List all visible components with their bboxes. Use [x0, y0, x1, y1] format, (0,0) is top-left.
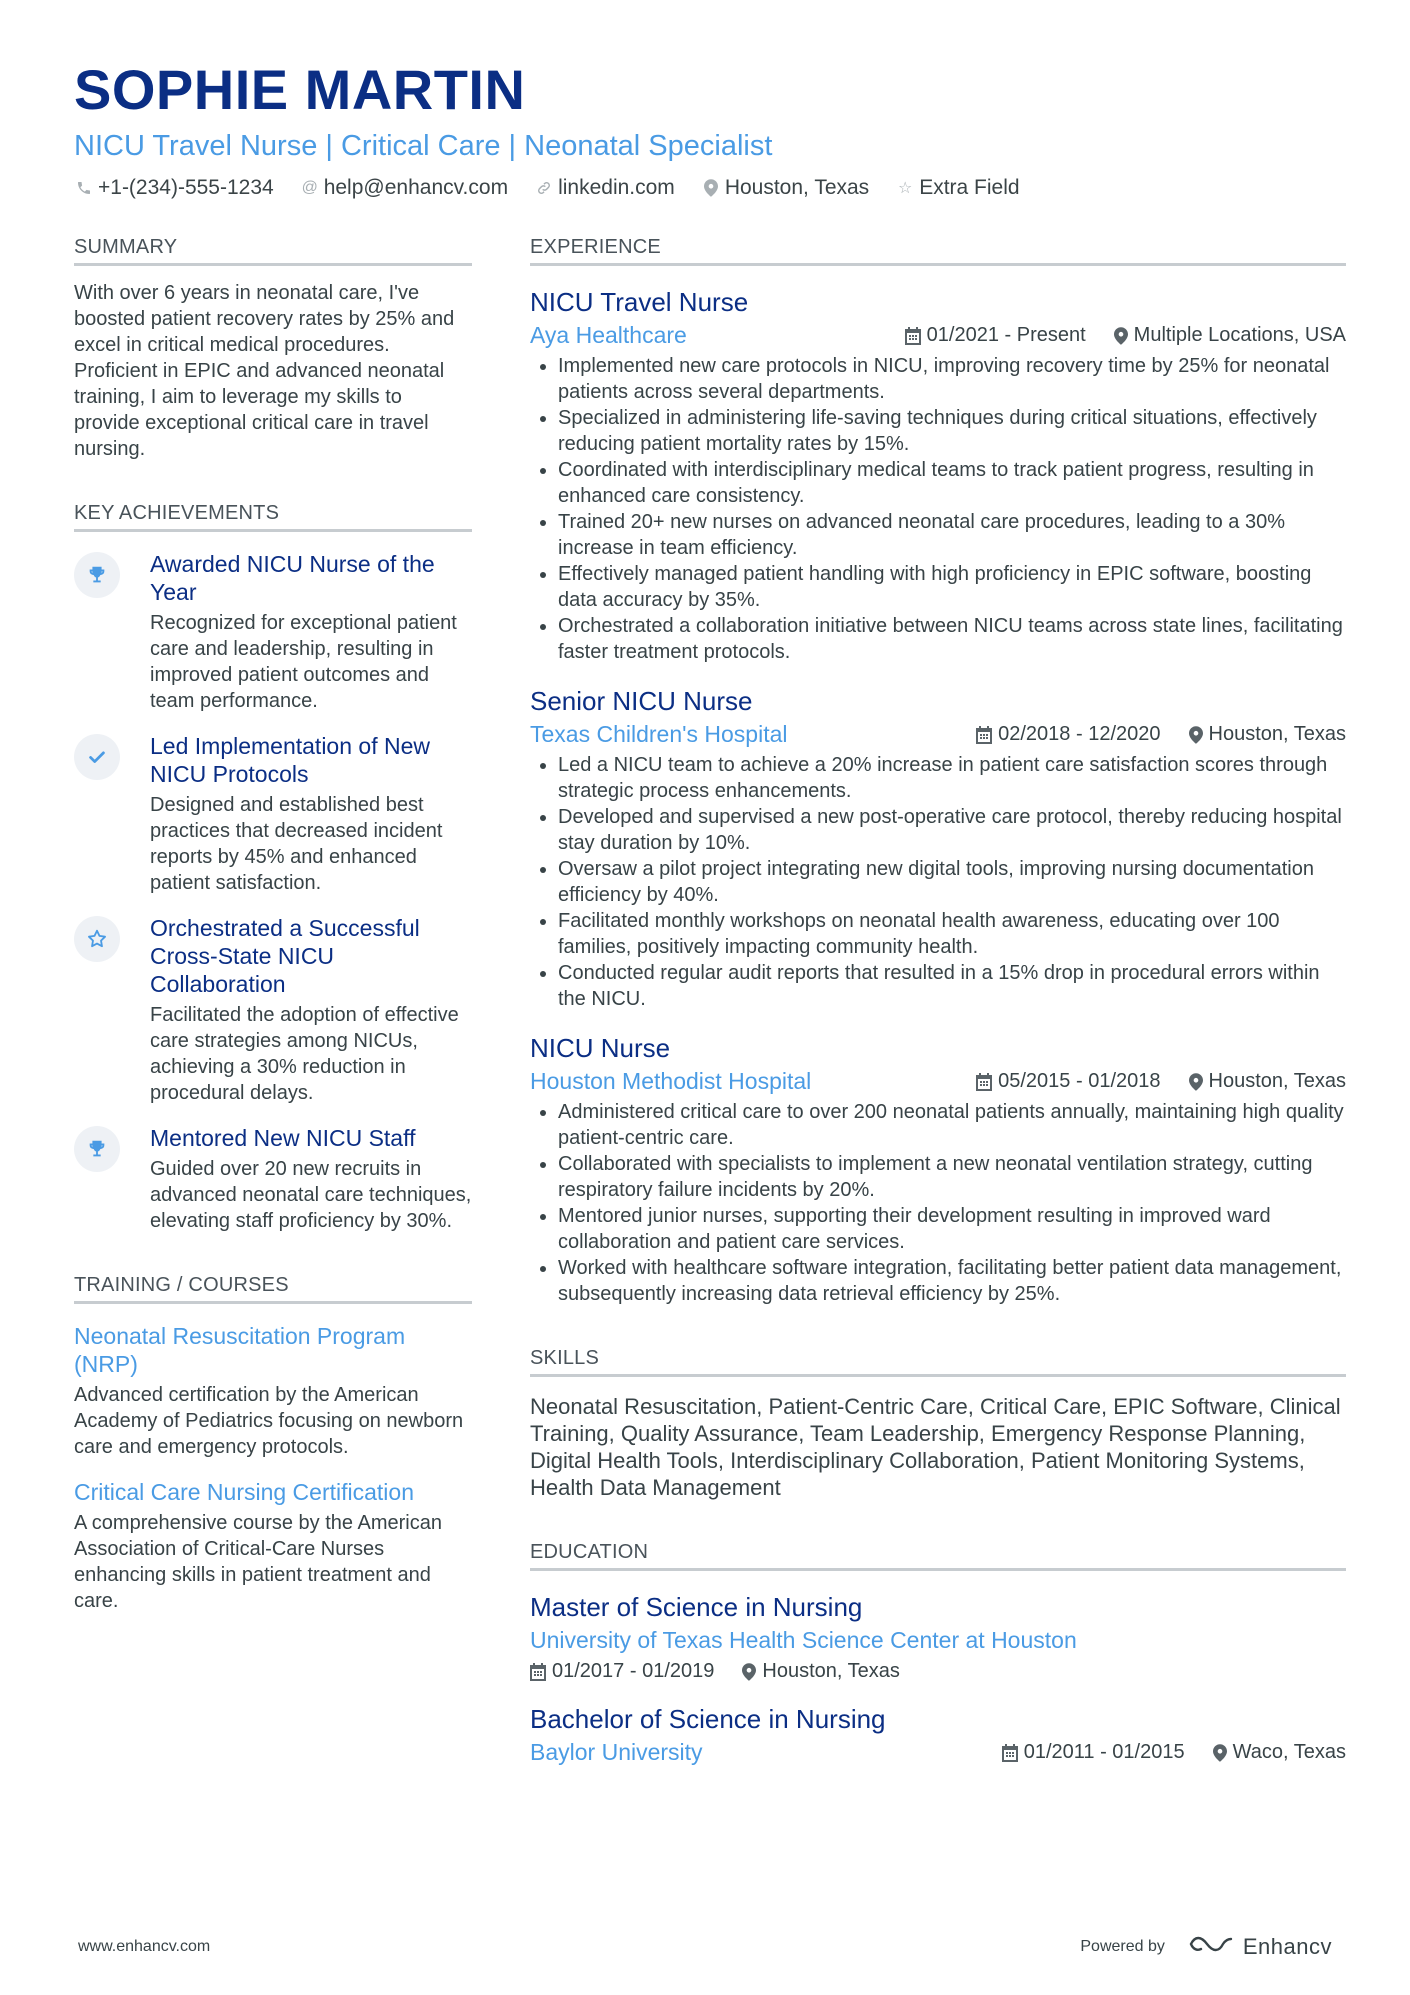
education-dates: 01/2011 - 01/2015: [1002, 1741, 1185, 1764]
job-dates: 02/2018 - 12/2020: [976, 723, 1160, 746]
course-desc: A comprehensive course by the American Association of Critical-Care Nurses enhancing skills in patient treatment and care.: [74, 1512, 442, 1612]
job-bullet: • Developed and supervised a new post-operative care protocol, thereby reducing hospital stay duration by 10%.: [558, 804, 1346, 856]
course-item: [74, 1322, 472, 1460]
experience-heading: EXPERIENCE: [530, 236, 1346, 266]
achievements-heading: KEY ACHIEVEMENTS: [74, 502, 472, 532]
job-entry: [530, 685, 1346, 1012]
resume-page: [74, 58, 1346, 1765]
course-title: Critical Care Nursing Certification: [74, 1479, 414, 1505]
job-bullet: • Trained 20+ new nurses on advanced neonatal care procedures, leading to a 30% increase in team efficiency.: [558, 509, 1346, 561]
location-icon: [1189, 726, 1203, 744]
job-entry: [530, 1032, 1346, 1307]
job-bullet: • Coordinated with interdisciplinary medical teams to track patient progress, resulting in enhanced care consistency.: [558, 457, 1346, 509]
company-name: Houston Methodist Hospital: [530, 1068, 812, 1094]
degree-title: Master of Science in Nursing: [530, 1592, 863, 1622]
location-icon: [1213, 1744, 1227, 1762]
star-icon: [74, 916, 120, 962]
education-entry: [530, 1591, 1346, 1683]
job-title: Senior NICU Nurse: [530, 686, 753, 716]
candidate-name: SOPHIE MARTIN: [74, 58, 526, 121]
company-name: Aya Healthcare: [530, 322, 687, 348]
job-location: Multiple Locations, USA: [1114, 324, 1346, 347]
powered-by: [1080, 1932, 1332, 1961]
headline: NICU Travel Nurse | Critical Care | Neonatal Specialist: [74, 130, 773, 162]
education-dates: 01/2017 - 01/2019: [530, 1660, 714, 1683]
job-title: NICU Travel Nurse: [530, 287, 749, 317]
degree-title: Bachelor of Science in Nursing: [530, 1704, 886, 1734]
achievement-title: Awarded NICU Nurse of the Year: [150, 551, 435, 605]
education-location: Houston, Texas: [742, 1660, 900, 1683]
location-icon: [701, 178, 721, 198]
job-bullets: [530, 752, 1346, 1012]
achievement-desc: Designed and established best practices that decreased incident reports by 45% and enhanced patient satisfaction.: [150, 794, 443, 894]
achievement-item: [74, 914, 472, 1106]
calendar-icon: [905, 327, 921, 345]
job-location: Houston, Texas: [1189, 1070, 1347, 1093]
location-icon: [1189, 1073, 1203, 1091]
course-title: Neonatal Resuscitation Program (NRP): [74, 1323, 406, 1377]
summary-text: With over 6 years in neonatal care, I've boosted patient recovery rates by 25% and excel in critical medical procedures. Proficient in EPIC and advanced neonatal training, I aim to leverage my skills to provide exceptional critical care in travel nursing.: [74, 282, 455, 460]
contact-email[interactable]: @ help@enhancv.com: [301, 176, 509, 199]
star-icon: ☆: [898, 180, 913, 197]
job-dates: 01/2021 - Present: [905, 324, 1086, 347]
phone-icon: [74, 178, 94, 198]
right-column: [530, 236, 1346, 1766]
footer-url[interactable]: www.enhancv.com: [78, 1937, 211, 1955]
contact-phone[interactable]: +1-(234)-555-1234: [74, 176, 274, 200]
check-icon: [74, 734, 120, 780]
achievement-item: [74, 1124, 472, 1234]
calendar-icon: [976, 726, 992, 744]
job-bullets: [530, 1099, 1346, 1307]
achievement-item: [74, 550, 472, 714]
job-bullet: • Orchestrated a collaboration initiative between NICU teams across state lines, facilitating faster treatment protocols.: [558, 613, 1346, 665]
enhancv-logo-icon: [1187, 1932, 1235, 1961]
achievement-title: Mentored New NICU Staff: [150, 1125, 416, 1151]
skills-text: Neonatal Resuscitation, Patient-Centric Care, Critical Care, EPIC Software, Clinical Training, Quality Assurance, Team Leadership, Emergency Response Planning, Digital Health Tools, Interdisciplinary Collaboration, Patient Monitoring Systems, Health Data Management: [530, 1394, 1341, 1500]
job-bullet: • Oversaw a pilot project integrating new digital tools, improving nursing documentation efficiency by 40%.: [558, 856, 1346, 908]
school-name: University of Texas Health Science Center at Houston: [530, 1627, 1077, 1653]
at-icon: @: [301, 179, 318, 196]
achievement-desc: Recognized for exceptional patient care and leadership, resulting in improved patient outcomes and team performance.: [150, 612, 457, 712]
location-icon: [1114, 327, 1128, 345]
location-icon: [742, 1663, 756, 1681]
powered-by-label: Powered by: [1080, 1937, 1165, 1955]
education-heading: EDUCATION: [530, 1541, 1346, 1571]
contact-linkedin[interactable]: linkedin.com: [534, 176, 675, 200]
calendar-icon: [976, 1073, 992, 1091]
job-bullet: • Worked with healthcare software integration, facilitating better patient data management, subsequently increasing data retrieval efficiency by 25%.: [558, 1255, 1346, 1307]
left-column: [74, 236, 472, 1614]
job-bullets: [530, 353, 1346, 665]
training-heading: TRAINING / COURSES: [74, 1274, 472, 1304]
contact-bar: [74, 176, 1346, 200]
job-bullet: • Facilitated monthly workshops on neonatal health awareness, educating over 100 families, positively impacting community health.: [558, 908, 1346, 960]
job-dates: 05/2015 - 01/2018: [976, 1070, 1160, 1093]
job-title: NICU Nurse: [530, 1033, 671, 1063]
education-location: Waco, Texas: [1213, 1741, 1346, 1764]
job-bullet: • Administered critical care to over 200 neonatal patients annually, maintaining high quality patient-centric care.: [558, 1099, 1346, 1151]
job-bullet: • Led a NICU team to achieve a 20% increase in patient care satisfaction scores through strategic process enhancements.: [558, 752, 1346, 804]
calendar-icon: [530, 1663, 546, 1681]
trophy-icon: [74, 1126, 120, 1172]
contact-extra: ☆ Extra Field: [895, 176, 1019, 200]
company-name: Texas Children's Hospital: [530, 721, 788, 747]
course-item: [74, 1478, 472, 1614]
job-bullet: • Mentored junior nurses, supporting their development resulting in improved ward collaboration and patient care services.: [558, 1203, 1346, 1255]
education-entry: [530, 1703, 1346, 1766]
job-bullet: • Collaborated with specialists to implement a new neonatal ventilation strategy, cutting respiratory failure incidents by 20%.: [558, 1151, 1346, 1203]
school-name: Baylor University: [530, 1739, 703, 1765]
job-bullet: • Implemented new care protocols in NICU, improving recovery time by 25% for neonatal patients across several departments.: [558, 353, 1346, 405]
calendar-icon: [1002, 1744, 1018, 1762]
job-bullet: • Effectively managed patient handling with high proficiency in EPIC software, boosting data accuracy by 35%.: [558, 561, 1346, 613]
job-bullet: • Specialized in administering life-saving techniques during critical situations, effectively reducing patient mortality rates by 15%.: [558, 405, 1346, 457]
achievement-title: Led Implementation of New NICU Protocols: [150, 733, 430, 787]
contact-location: Houston, Texas: [701, 176, 869, 200]
job-location: Houston, Texas: [1189, 723, 1347, 746]
achievement-desc: Facilitated the adoption of effective care strategies among NICUs, achieving a 30% reduction in procedural delays.: [150, 1004, 459, 1104]
summary-heading: SUMMARY: [74, 236, 472, 266]
achievement-title: Orchestrated a Successful Cross-State NICU Collaboration: [150, 915, 420, 997]
trophy-icon: [74, 552, 120, 598]
achievement-item: [74, 732, 472, 896]
job-entry: [530, 286, 1346, 665]
skills-heading: SKILLS: [530, 1347, 1346, 1377]
brand-name: Enhancv: [1242, 1933, 1332, 1959]
job-bullet: • Conducted regular audit reports that resulted in a 15% drop in procedural errors within the NICU.: [558, 960, 1346, 1012]
course-desc: Advanced certification by the American Academy of Pediatrics focusing on newborn care and emergency protocols.: [74, 1384, 464, 1458]
footer: [78, 1932, 1332, 1961]
achievement-desc: Guided over 20 new recruits in advanced neonatal care techniques, elevating staff proficiency by 30%.: [150, 1158, 472, 1232]
link-icon: [534, 178, 554, 198]
